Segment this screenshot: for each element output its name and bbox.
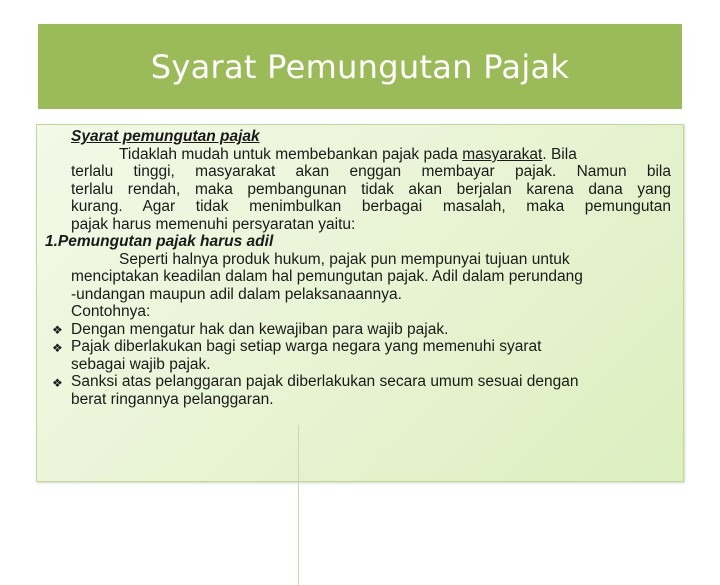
intro-text: Tidaklah mudah untuk membebankan pajak pada <box>119 146 463 163</box>
bullet-2-line-2: sebagai wajib pajak. <box>71 356 211 373</box>
title-bar <box>38 24 682 109</box>
diamond-bullet-icon: ❖ <box>52 376 63 390</box>
bullet-3-line-2: berat ringannya pelanggaran. <box>71 391 274 408</box>
intro-after-word: . Bila <box>542 146 577 163</box>
content-heading: Syarat pemungutan pajak <box>71 128 260 145</box>
diamond-bullet-icon: ❖ <box>52 341 63 355</box>
intro-line-2: terlalu tinggi, masyarakat akan enggan membayar pajak. Namun bila <box>71 163 671 180</box>
intro-line-1 <box>119 146 577 164</box>
section-line-3: -undangan maupun adil dalam pelaksanaannya. <box>71 286 402 303</box>
intro-line-5: pajak harus memenuhi persyaratan yaitu: <box>71 216 356 233</box>
bullet-2-line-1: Pajak diberlakukan bagi setiap warga negara yang memenuhi syarat <box>71 338 542 355</box>
section-heading: 1.Pemungutan pajak harus adil <box>45 233 274 250</box>
section-line-2: menciptakan keadilan dalam hal pemungutan pajak. Adil dalam perundang <box>71 268 583 285</box>
section-line-4: Contohnya: <box>71 303 151 320</box>
section-line-1: Seperti halnya produk hukum, pajak pun mempunyai tujuan untuk <box>119 251 570 268</box>
underlined-word: masyarakat <box>462 146 543 163</box>
page-title: Syarat Pemungutan Pajak <box>150 47 570 86</box>
content-box <box>36 124 684 482</box>
intro-line-3: terlalu rendah, maka pembangunan tidak akan berjalan karena dana yang <box>71 181 671 198</box>
bullet-3-line-1: Sanksi atas pelanggaran pajak diberlakukan secara umum sesuai dengan <box>71 373 579 390</box>
divider <box>298 425 299 585</box>
bullet-1-line-1: Dengan mengatur hak dan kewajiban para wajib pajak. <box>71 321 449 338</box>
intro-line-4: kurang. Agar tidak menimbulkan berbagai masalah, maka pemungutan <box>71 198 671 215</box>
diamond-bullet-icon: ❖ <box>52 323 63 337</box>
